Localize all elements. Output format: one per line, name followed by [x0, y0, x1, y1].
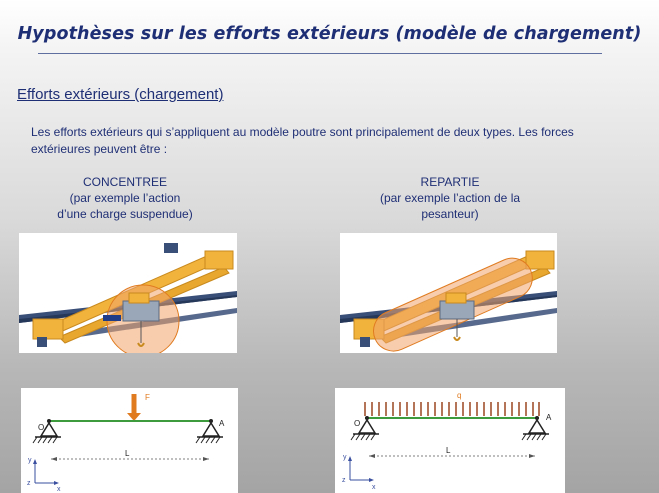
axis-x-label: x — [372, 484, 376, 491]
axis-x-label: x — [57, 486, 61, 493]
distributed-example-line1: (par exemple l’action de la — [379, 191, 521, 205]
distributed-example-line2: pesanteur) — [421, 207, 479, 221]
beam-distributed-diagram — [335, 388, 565, 493]
force-label: F — [145, 393, 150, 402]
section-title: Efforts extérieurs (chargement) — [17, 86, 224, 103]
concentrated-example-line2: d’une charge suspendue) — [57, 207, 193, 221]
distributed-heading: REPARTIE — [420, 175, 480, 189]
axis-z-label: z — [27, 480, 31, 487]
beam-concentrated-diagram — [21, 388, 238, 493]
axis-z-label: z — [342, 477, 346, 484]
point-o-label: O — [38, 423, 45, 432]
length-label: L — [446, 446, 451, 455]
point-a-label: A — [546, 413, 552, 422]
length-label: L — [125, 449, 130, 458]
axis-y-label: y — [343, 454, 347, 461]
crane-concentrated-image — [19, 233, 237, 353]
intro-paragraph: Les efforts extérieurs qui s’appliquent au modèle poutre sont principalement de deux types. Les forces extérieures peuvent être : — [31, 125, 574, 156]
concentrated-heading: CONCENTREE — [82, 175, 167, 189]
point-o-label: O — [354, 419, 361, 428]
title-underline — [38, 53, 602, 54]
distributed-load-arrows — [365, 402, 539, 416]
concentrated-caption — [30, 174, 220, 222]
distributed-caption — [350, 174, 550, 222]
load-label: q — [457, 391, 462, 400]
axis-y-label: y — [28, 457, 32, 464]
crane-distributed-image — [340, 233, 557, 353]
point-a-label: A — [219, 419, 225, 428]
slide-title: Hypothèses sur les efforts extérieurs (modèle de chargement) — [17, 24, 642, 44]
concentrated-example-line1: (par exemple l’action — [69, 191, 181, 205]
